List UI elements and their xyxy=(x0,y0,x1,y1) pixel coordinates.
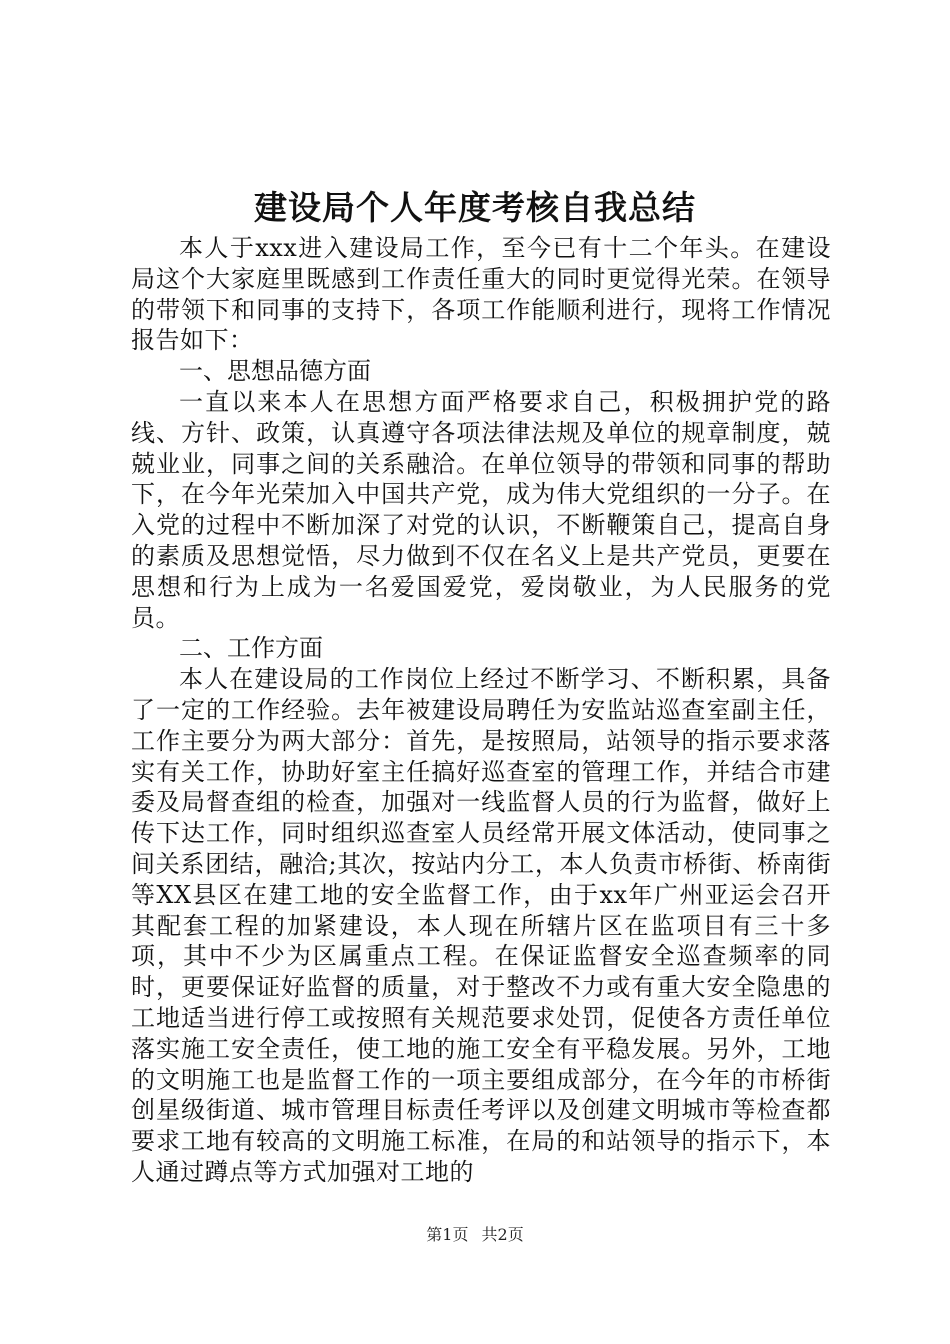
section-heading-work: 二、工作方面 xyxy=(179,634,323,663)
page-footer xyxy=(0,1224,950,1246)
ideology-paragraph: 一直以来本人在思想方面严格要求自己，积极拥护党的路线、方针、政策，认真遵守各项法律法规及单位的规章制度，兢兢业业，同事之间的关系融洽。在单位领导的带领和同事的帮助下，在今年光荣加入中国共产党，成为伟大党组织的一分子。在入党的过程中不断加深了对党的认识，不断鞭策自己，提高自身的素质及思想觉悟，尽力做到不仅在名义上是共产党员，更要在思想和行为上成为一名爱国爱党，爱岗敬业，为人民服务的党员。 xyxy=(131,387,831,632)
page-number: 第1页 xyxy=(426,1225,469,1244)
work-paragraph: 本人在建设局的工作岗位上经过不断学习、不断积累，具备了一定的工作经验。去年被建设局聘任为安监站巡查室副主任，工作主要分为两大部分：首先，是按照局，站领导的指示要求落实有关工作，协助好室主任搞好巡查室的管理工作，并结合市建委及局督查组的检查，加强对一线监督人员的行为监督，做好上传下达工作，同时组织巡查室人员经常开展文体活动，使同事之间关系团结，融洽;其次，按站内分工，本人负责市桥街、桥南街等XX县区在建工地的安全监督工作，由于xx年广州亚运会召开其配套工程的加紧建设，本人现在所辖片区在监项目有三十多项，其中不少为区属重点工程。在保证监督安全巡查频率的同时，更要保证好监督的质量，对于整改不力或有重大安全隐患的工地适当进行停工或按照有关规范要求处罚，促使各方责任单位落实施工安全责任，使工地的施工安全有平稳发展。另外，工地的文明施工也是监督工作的一项主要组成部分，在今年的市桥街创星级街道、城市管理目标责任考评以及创建文明城市等检查都要求工地有较高的文明施工标准，在局的和站领导的指示下，本人通过蹲点等方式加强对工地的 xyxy=(131,665,831,1186)
intro-paragraph: 本人于xxx进入建设局工作，至今已有十二个年头。在建设局这个大家庭里既感到工作责任重大的同时更觉得光荣。在领导的带领下和同事的支持下，各项工作能顺利进行，现将工作情况报告如下： xyxy=(131,234,831,355)
page-total: 共2页 xyxy=(481,1225,524,1244)
section-heading-ideology: 一、思想品德方面 xyxy=(179,357,371,386)
document-title: 建设局个人年度考核自我总结 xyxy=(254,188,696,227)
document-body xyxy=(131,233,831,1188)
